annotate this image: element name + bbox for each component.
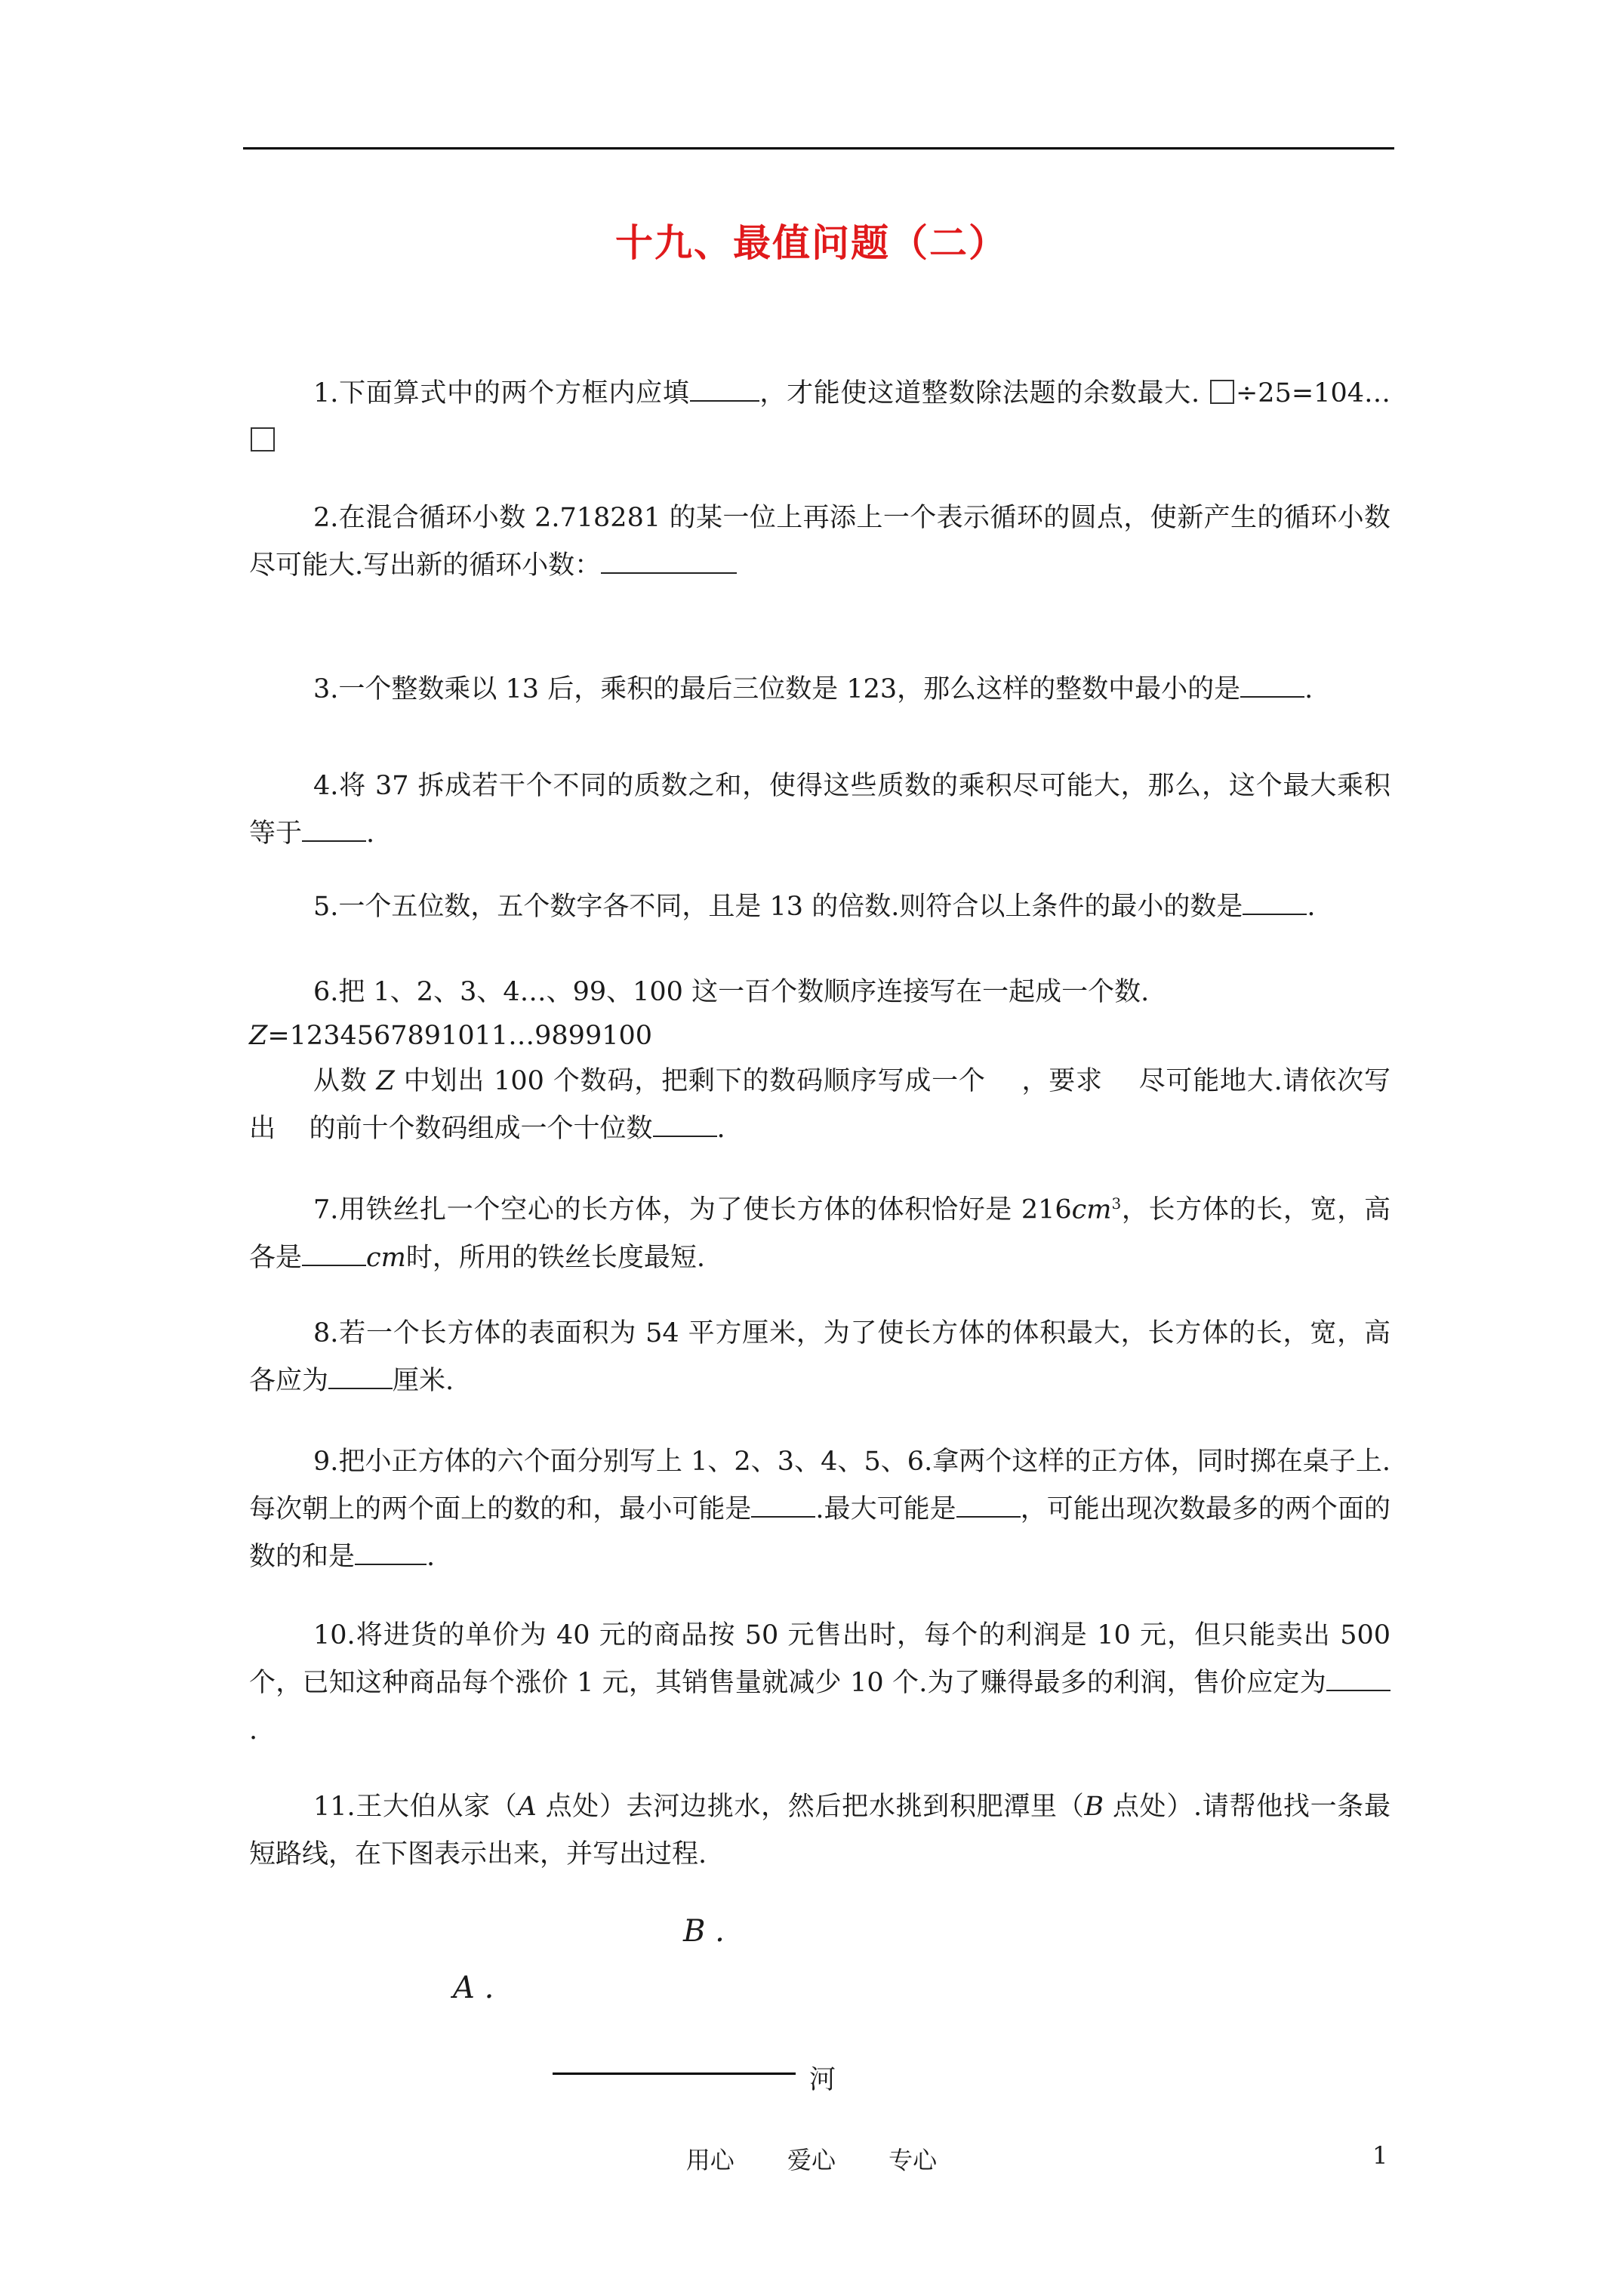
q6-text-d: 中划出 100 个数码，把剩下的数码顺序写成一个: [394, 1066, 986, 1096]
q9-text-a: 把小正方体的六个面分别写上 1、2、3、4、5、6.拿两个这样的正方体，同时掷在桌子上.每次朝上的两个面上的数的和，最小可能是: [249, 1447, 1390, 1524]
q11-b-var: B: [1084, 1792, 1104, 1822]
q1-box-1[interactable]: [1210, 380, 1234, 404]
question-1: [249, 370, 1390, 465]
question-9: [249, 1438, 1390, 1581]
q9-text-c: ，可能出现次数最多的两个面的数的和是: [249, 1494, 1390, 1572]
q6-text-h: .: [716, 1114, 725, 1144]
q11-number: 11.: [313, 1792, 356, 1822]
q6-z-var: Z: [249, 1021, 268, 1051]
point-a-label: A .: [453, 1971, 494, 2005]
q5-blank[interactable]: [1243, 891, 1307, 915]
q9-number: 9.: [313, 1447, 339, 1477]
q6-text-a: 把 1、2、3、4…、99、100 这一百个数顺序连接写在一起成一个数.: [338, 977, 1150, 1007]
q10-text-b: .: [249, 1715, 258, 1746]
q8-text-a: 若一个长方体的表面积为 54 平方厘米，为了使长方体的体积最大，长方体的长，宽，高各应为: [249, 1318, 1390, 1396]
q10-blank[interactable]: [1326, 1667, 1390, 1691]
q5-number: 5.: [313, 892, 339, 922]
q1-text-b: ，才能使这道整数除法题的余数最大.: [759, 378, 1200, 408]
question-7: [249, 1180, 1390, 1282]
q7-superscript: 3: [1111, 1194, 1122, 1213]
q4-number: 4.: [313, 771, 339, 801]
q2-number: 2.: [313, 503, 339, 533]
q3-text-a: 一个整数乘以 13 后，乘积的最后三位数是 123，那么这样的整数中最小的是: [338, 674, 1241, 704]
q7-unit-2: cm: [366, 1242, 406, 1273]
q7-text-c: 时，所用的铁丝长度最短.: [405, 1242, 705, 1273]
q6-blank[interactable]: [653, 1113, 717, 1137]
page-title: 十九、最值问题（二）: [615, 221, 1008, 265]
q7-unit: cm: [1071, 1194, 1112, 1225]
q5-text-b: .: [1307, 892, 1316, 922]
q4-text-a: 将 37 拆成若干个不同的质数之和，使得这些质数的乘积尽可能大，那么，这个最大乘积等于: [249, 771, 1390, 849]
q4-text-b: .: [366, 818, 375, 849]
q9-blank-3[interactable]: [355, 1541, 427, 1565]
q9-text-d: .: [427, 1542, 436, 1572]
q8-number: 8.: [313, 1318, 339, 1348]
q9-blank-2[interactable]: [956, 1493, 1021, 1518]
question-8: [249, 1310, 1390, 1405]
river-label: 河: [809, 2065, 836, 2095]
footer-item-2: 爱心: [787, 2146, 836, 2174]
question-3: [249, 666, 1390, 713]
q6-text-g: 的前十个数码组成一个十位数: [309, 1114, 653, 1144]
q7-blank[interactable]: [302, 1242, 366, 1266]
q11-a-var: A: [517, 1792, 537, 1822]
q9-blank-1[interactable]: [751, 1493, 815, 1518]
q3-text-b: .: [1304, 674, 1313, 704]
footer-item-1: 用心: [685, 2146, 735, 2174]
q8-text-b: 厘米.: [393, 1366, 454, 1396]
q4-blank[interactable]: [302, 818, 366, 842]
q3-blank[interactable]: [1240, 673, 1304, 698]
q1-number: 1.: [313, 378, 339, 408]
q7-number: 7.: [313, 1194, 339, 1225]
q6-text-f: 尽可能地大.请依次写出: [249, 1066, 1390, 1144]
q6-z-value: =1234567891011…9899100: [267, 1021, 653, 1051]
q1-text-c: ÷25=104…: [1235, 378, 1390, 408]
page-number: 1: [1372, 2141, 1388, 2170]
q11-text-b: 点处）去河边挑水，然后把水挑到积肥潭里（: [536, 1792, 1085, 1822]
river-line: [553, 2073, 796, 2075]
q6-text-c: 从数: [313, 1066, 377, 1096]
question-2: [249, 495, 1390, 590]
q6-z-var-2: Z: [376, 1066, 395, 1096]
question-10: [249, 1612, 1390, 1755]
q8-blank[interactable]: [328, 1365, 393, 1389]
footer-item-3: 专心: [888, 2146, 938, 2174]
q1-blank[interactable]: [690, 378, 759, 402]
q2-blank[interactable]: [601, 550, 737, 574]
question-11: [249, 1783, 1390, 1878]
question-5: [249, 883, 1390, 931]
point-b-label: B .: [683, 1914, 725, 1949]
q11-text-c: 点处）.请帮他找一条最短路线，在下图表示出来，并写出过程.: [249, 1792, 1390, 1869]
q10-text-a: 将进货的单价为 40 元的商品按 50 元售出时，每个的利润是 10 元，但只能卖出 500 个，已知这种商品每个涨价 1 元，其销售量就减少 10 个.为了赚得最多的利润，售价应定为: [249, 1620, 1390, 1698]
question-4: [249, 763, 1390, 858]
q1-text-a: 下面算式中的两个方框内应填: [338, 378, 690, 408]
q11-text-a: 王大伯从家（: [355, 1792, 518, 1822]
q2-text-a: 在混合循环小数 2.718281 的某一位上再添上一个表示循环的圆点，使新产生的循环小数尽可能大.写出新的循环小数：: [249, 503, 1390, 581]
q3-number: 3.: [313, 674, 339, 704]
question-6: [249, 970, 1390, 1153]
q10-number: 10.: [313, 1620, 356, 1650]
header-rule: [243, 147, 1394, 149]
q9-text-b: .最大可能是: [815, 1494, 956, 1524]
q6-number: 6.: [313, 977, 339, 1007]
q5-text-a: 一个五位数，五个数字各不同，且是 13 的倍数.则符合以上条件的最小的数是: [338, 892, 1243, 922]
q7-text-b: ，长方体的长，宽，高各是: [249, 1194, 1390, 1273]
q7-text-a: 用铁丝扎一个空心的长方体，为了使长方体的体积恰好是 216: [338, 1194, 1072, 1225]
q1-box-2[interactable]: [251, 427, 275, 451]
q6-text-e: ，要求: [1021, 1066, 1103, 1096]
